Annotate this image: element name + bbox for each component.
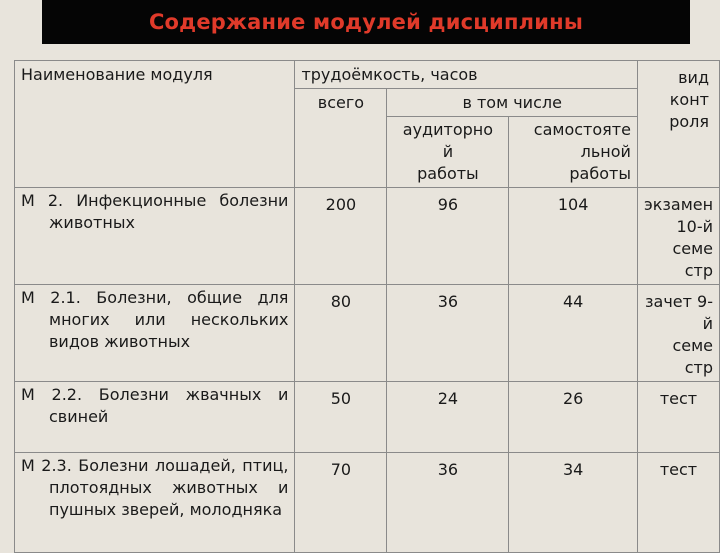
row-module-name: [15, 453, 295, 553]
header-auditorium: аудиторно й работы: [387, 117, 509, 188]
row-name-text: М 2.3. Болезни лошадей, птиц, плотоядных животных и пушных зверей, молодняка: [21, 456, 289, 519]
row-name-text: М 2.1. Болезни, общие для многих или нескольких видов животных: [21, 288, 289, 351]
page-title: Содержание модулей дисциплины: [148, 10, 584, 34]
header-module-name: Наименование модуля: [15, 61, 295, 188]
row-module-name: [15, 382, 295, 453]
row-independent: 26: [509, 382, 638, 453]
row-total: 80: [295, 285, 387, 382]
header-including: в том числе: [387, 89, 638, 117]
row-independent: 104: [509, 188, 638, 285]
row-independent: 34: [509, 453, 638, 553]
header-labor: трудоёмкость, часов: [295, 61, 638, 89]
row-module-name: [15, 285, 295, 382]
row-auditorium: 36: [387, 285, 509, 382]
title-bar: [42, 0, 690, 44]
table-row: [15, 382, 720, 453]
table-row: [15, 285, 720, 382]
row-module-name: [15, 188, 295, 285]
row-auditorium: 36: [387, 453, 509, 553]
header-control-text: вид конт роля: [669, 68, 709, 131]
row-control: зачет 9- й семе стр: [637, 285, 719, 382]
table-row: [15, 188, 720, 285]
table-row: [15, 453, 720, 553]
row-control: тест: [637, 382, 719, 453]
header-row-1: [15, 61, 720, 89]
row-independent: 44: [509, 285, 638, 382]
row-name-text: М 2. Инфекционные болезни животных: [21, 191, 289, 232]
modules-table: [14, 60, 720, 553]
row-auditorium: 96: [387, 188, 509, 285]
row-name-text: М 2.2. Болезни жвачных и свиней: [21, 385, 289, 426]
row-control: экзамен 10-й семе стр: [637, 188, 719, 285]
header-control: [637, 61, 719, 188]
row-total: 50: [295, 382, 387, 453]
header-independent: самостояте льной работы: [509, 117, 638, 188]
header-total: всего: [295, 89, 387, 188]
row-total: 200: [295, 188, 387, 285]
row-control: тест: [637, 453, 719, 553]
row-auditorium: 24: [387, 382, 509, 453]
row-total: 70: [295, 453, 387, 553]
